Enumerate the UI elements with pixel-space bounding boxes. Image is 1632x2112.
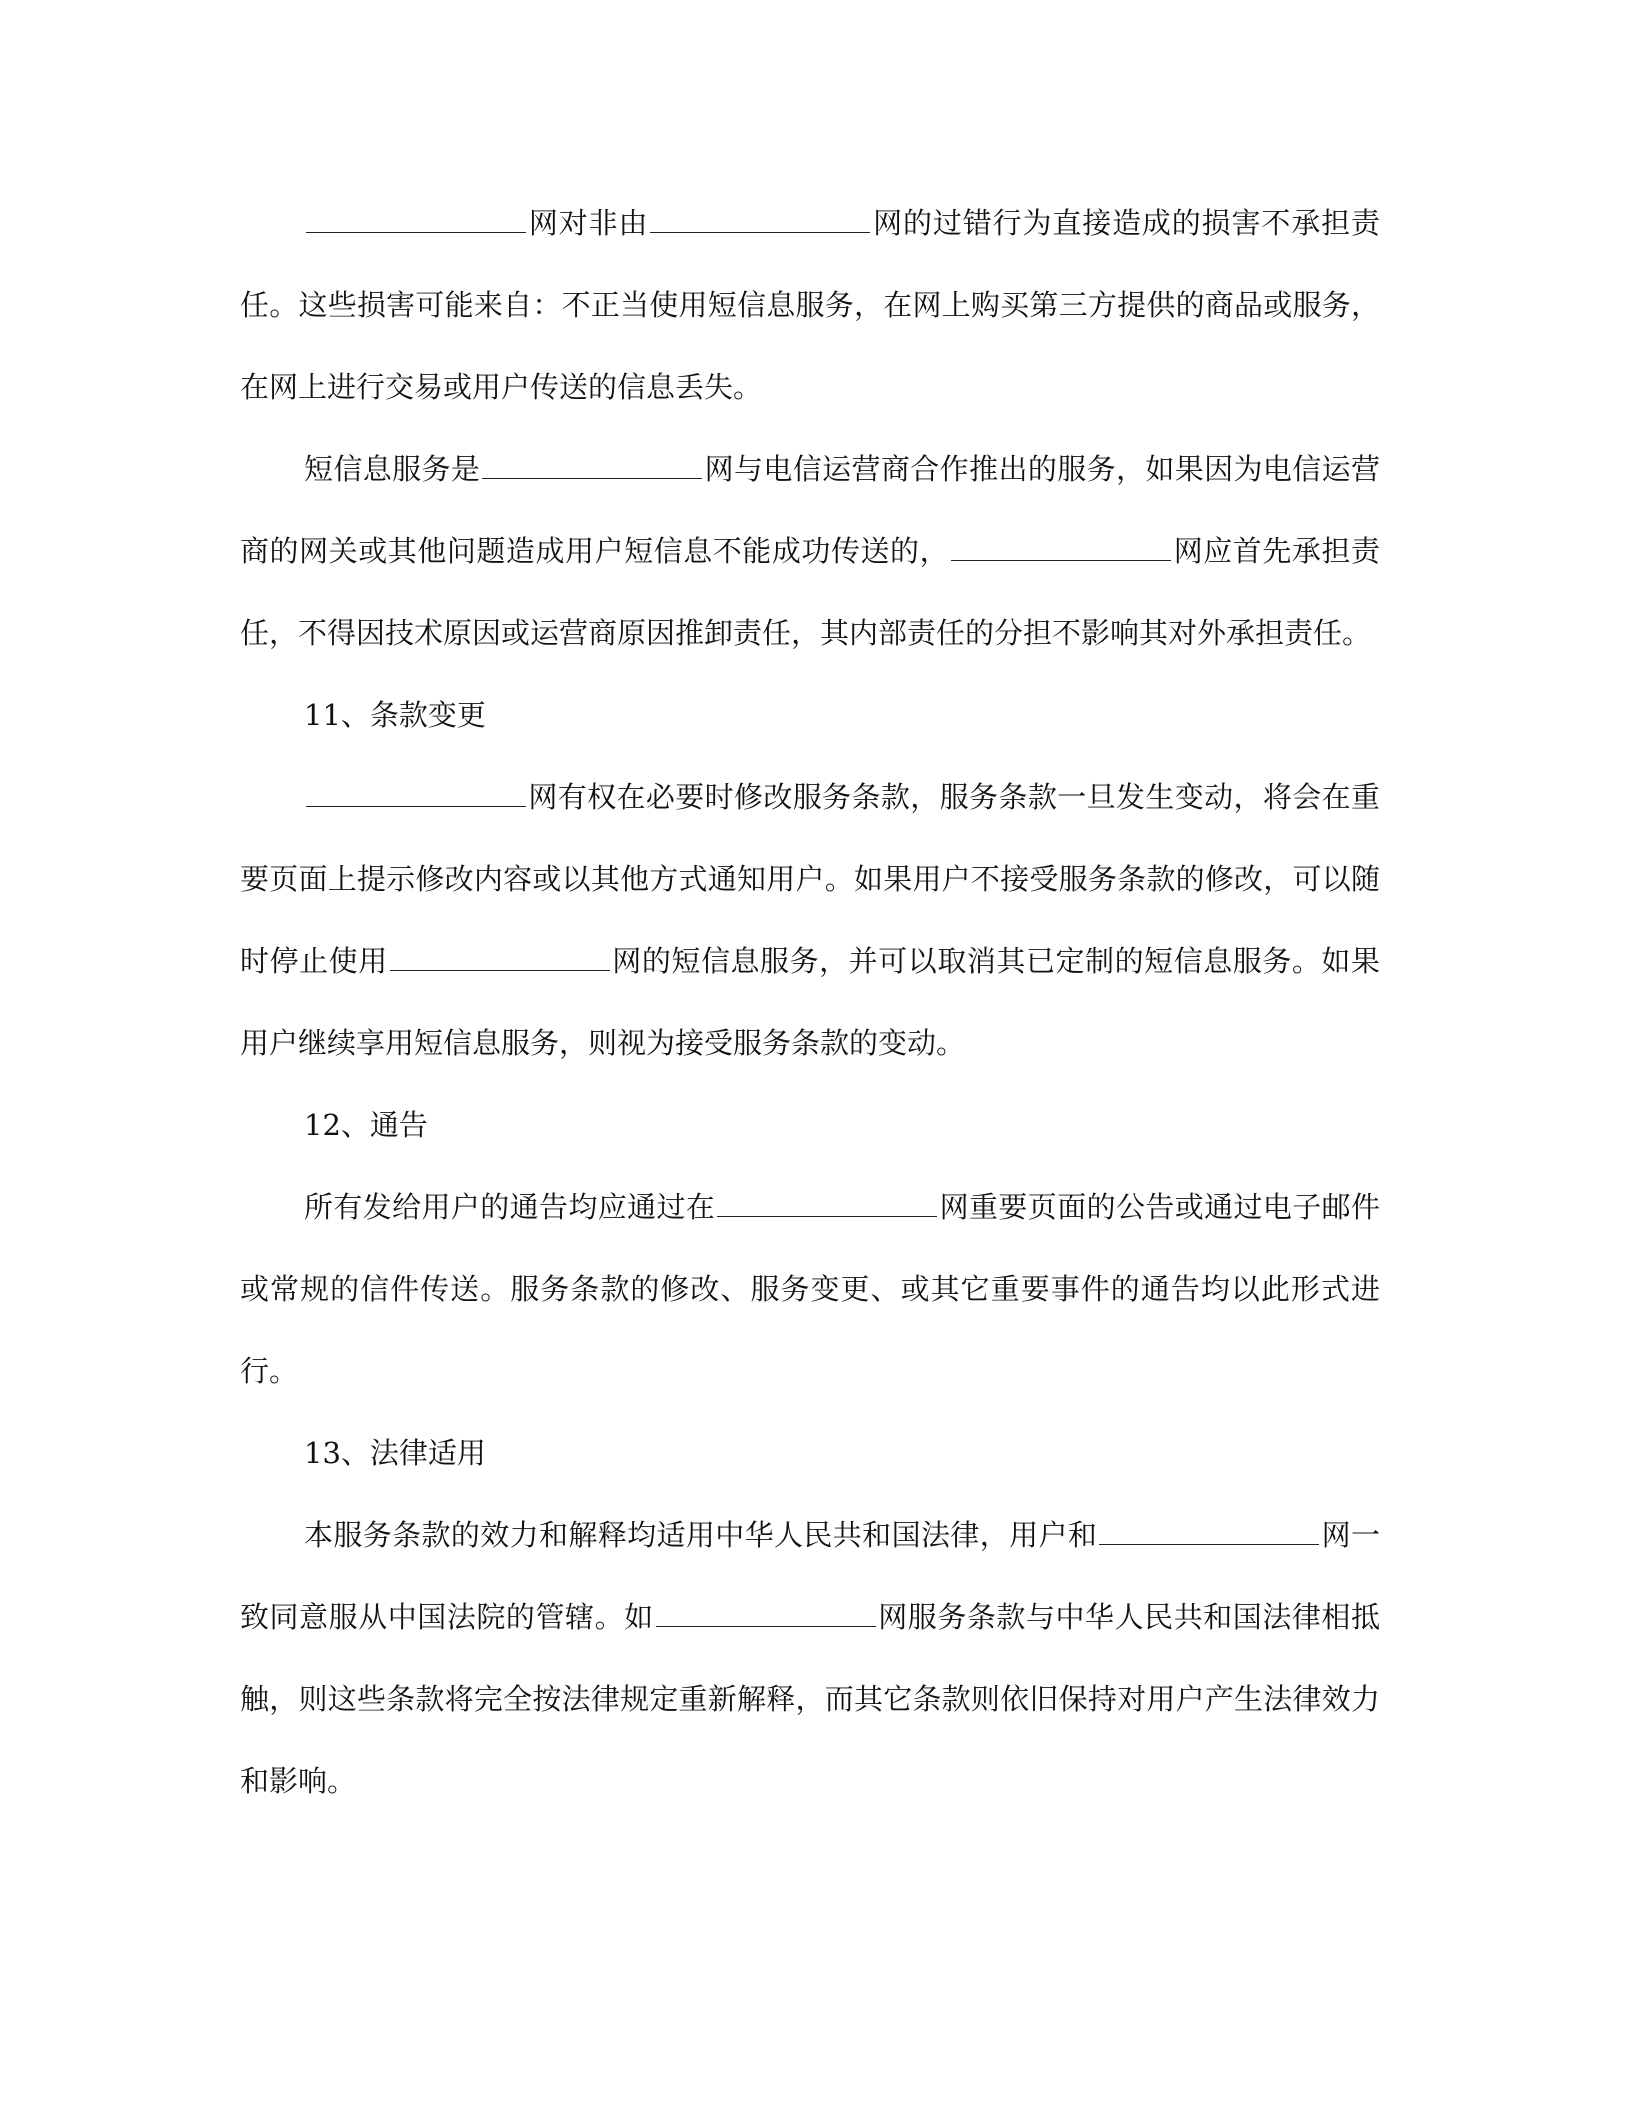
text-segment: 网服务条款与中华人民共和国法律相抵触，则这些条款将完全按法律规定重新解释，而其它条款则依旧保持对用户产生法律效力和影响。	[240, 1600, 1380, 1798]
blank-line	[656, 1602, 876, 1627]
blank-line	[951, 536, 1171, 561]
blank-line	[390, 946, 610, 971]
text-segment: 所有发给用户的通告均应通过在	[304, 1190, 716, 1224]
text-segment: 网的过错行为直接造成的损害不承担责任。这些损害可能来自：不正当使用短信息服务，在网上购买第三方提供的商品或服务，在网上进行交易或用户传送的信息丢失。	[240, 206, 1380, 404]
text-segment: 网对非由	[528, 206, 649, 240]
section-heading-13: 13、法律适用	[304, 1436, 486, 1470]
blank-line	[717, 1192, 937, 1217]
paragraph-sms-service	[240, 428, 1380, 674]
document-page	[240, 182, 1380, 1822]
section-heading-12: 12、通告	[304, 1108, 428, 1142]
blank-line	[306, 208, 526, 233]
text-segment: 本服务条款的效力和解释均适用中华人民共和国法律，用户和	[304, 1518, 1098, 1552]
paragraph-governing-law	[240, 1494, 1380, 1822]
text-segment: 网有权在必要时修改服务条款，服务条款一旦发生变动，将会在重要页面上提示修改内容或以其他方式通知用户。如果用户不接受服务条款的修改，可以随时停止使用	[240, 780, 1380, 978]
section-heading-11: 11、条款变更	[304, 698, 486, 732]
text-segment: 网的短信息服务，并可以取消其已定制的短信息服务。如果用户继续享用短信息服务，则视为接受服务条款的变动。	[240, 944, 1380, 1060]
text-segment: 短信息服务是	[304, 452, 481, 486]
paragraph-terms-change	[240, 756, 1380, 1084]
blank-line	[650, 208, 870, 233]
text-segment: 网应首先承担责任，不得因技术原因或运营商原因推卸责任，其内部责任的分担不影响其对外承担责任。	[240, 534, 1380, 650]
text-segment: 网与电信运营商合作推出的服务，如果因为电信运营商的网关或其他问题造成用户短信息不能成功传送的，	[240, 452, 1380, 568]
blank-line	[306, 782, 526, 807]
paragraph-notices	[240, 1166, 1380, 1412]
text-segment: 网一致同意服从中国法院的管辖。如	[240, 1518, 1380, 1634]
text-segment: 网重要页面的公告或通过电子邮件或常规的信件传送。服务条款的修改、服务变更、或其它重要事件的通告均以此形式进行。	[240, 1190, 1380, 1388]
paragraph-liability	[240, 182, 1380, 428]
blank-line	[482, 454, 702, 479]
blank-line	[1099, 1520, 1319, 1545]
